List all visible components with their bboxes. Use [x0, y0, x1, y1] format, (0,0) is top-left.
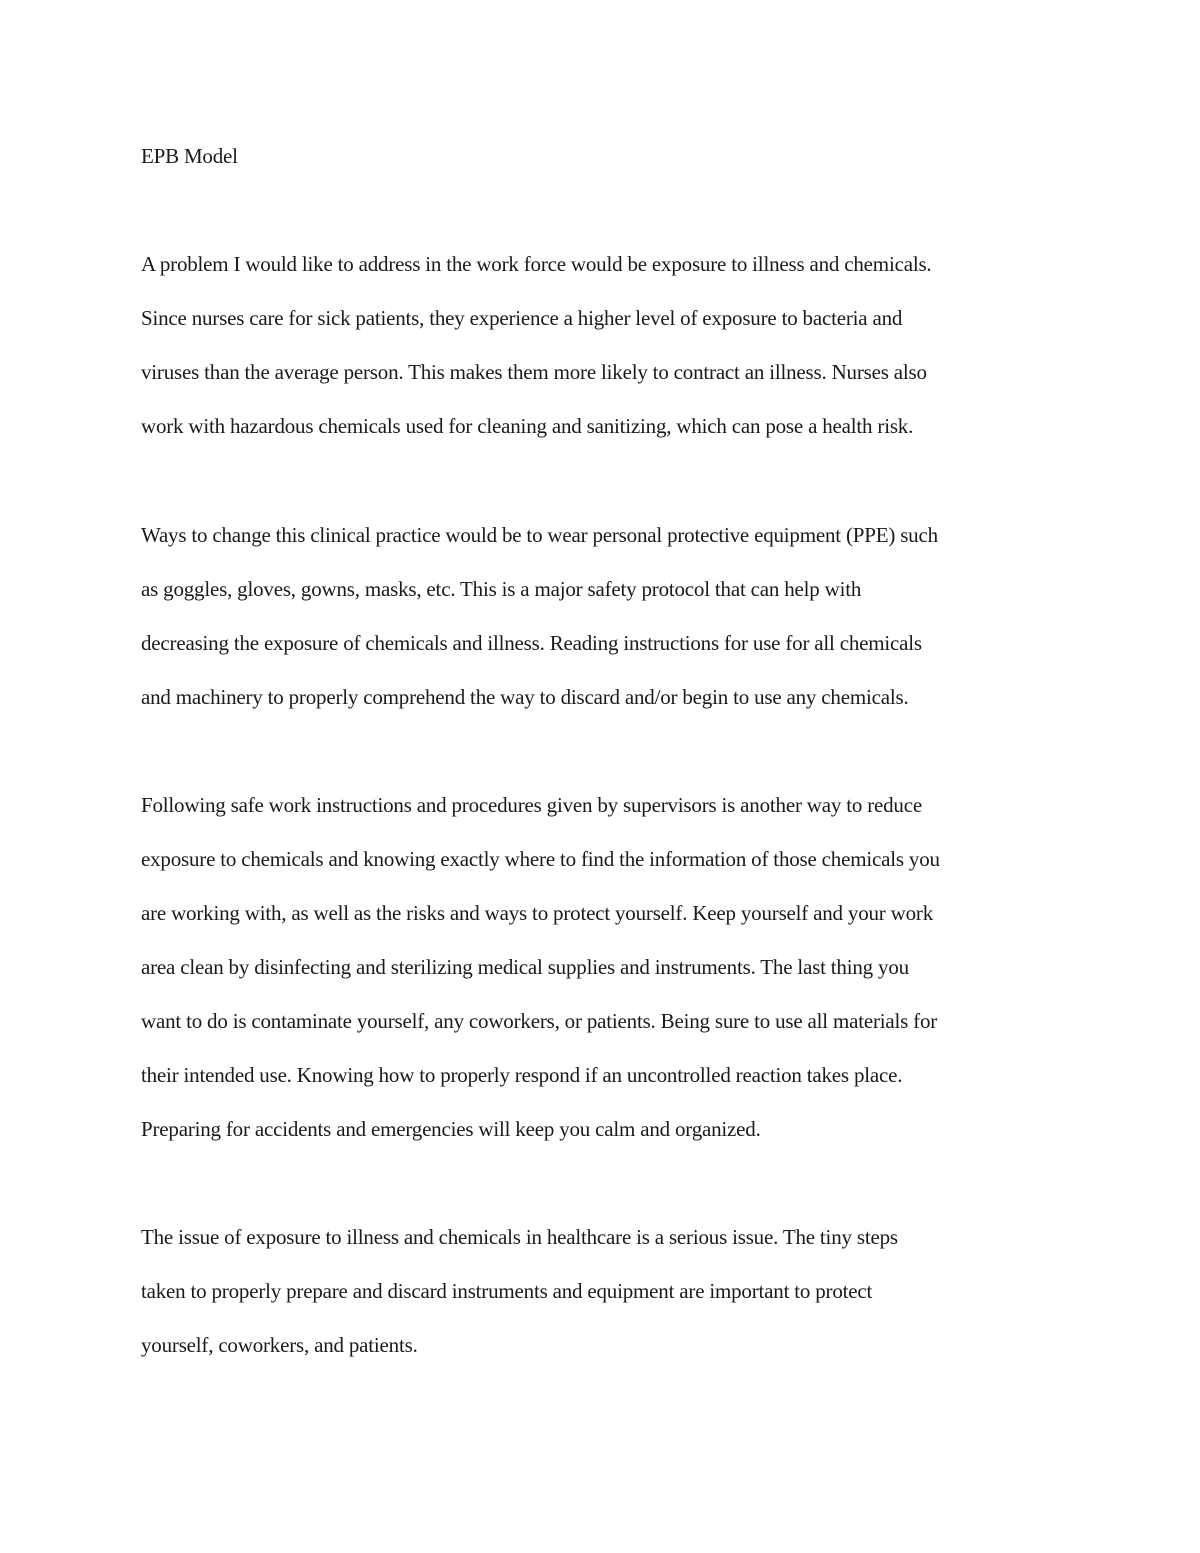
- text-line: taken to properly prepare and discard instruments and equipment are important to protect: [141, 1279, 873, 1303]
- text-line: as goggles, gloves, gowns, masks, etc. This is a major safety protocol that can help with: [141, 577, 862, 601]
- paragraph-change: [141, 521, 938, 737]
- text-line: Preparing for accidents and emergencies will keep you calm and organized.: [141, 1117, 761, 1141]
- text-line: The issue of exposure to illness and chemicals in healthcare is a serious issue. The tiny steps: [141, 1225, 898, 1249]
- text-line: and machinery to properly comprehend the way to discard and/or begin to use any chemicals.: [141, 685, 909, 709]
- text-line: area clean by disinfecting and sterilizing medical supplies and instruments. The last thing you: [141, 955, 909, 979]
- text-line: Ways to change this clinical practice would be to wear personal protective equipment (PPE) such: [141, 523, 938, 547]
- text-line: Since nurses care for sick patients, they experience a higher level of exposure to bacteria and: [141, 306, 903, 330]
- paragraph-procedures: [141, 791, 940, 1169]
- text-line: exposure to chemicals and knowing exactly where to find the information of those chemicals you: [141, 847, 940, 871]
- text-line: work with hazardous chemicals used for cleaning and sanitizing, which can pose a health risk.: [141, 414, 914, 438]
- document-title: EPB Model: [141, 144, 238, 168]
- text-line: their intended use. Knowing how to properly respond if an uncontrolled reaction takes place.: [141, 1063, 903, 1087]
- text-line: decreasing the exposure of chemicals and illness. Reading instructions for use for all chemicals: [141, 631, 922, 655]
- text-line: are working with, as well as the risks and ways to protect yourself. Keep yourself and your work: [141, 901, 934, 925]
- paragraph-conclusion: [141, 1223, 898, 1385]
- text-line: yourself, coworkers, and patients.: [141, 1333, 418, 1357]
- text-line: A problem I would like to address in the work force would be exposure to illness and chemicals.: [141, 252, 932, 276]
- text-line: want to do is contaminate yourself, any coworkers, or patients. Being sure to use all materials for: [141, 1009, 938, 1033]
- paragraph-problem: [141, 250, 931, 466]
- text-line: Following safe work instructions and procedures given by supervisors is another way to reduce: [141, 793, 922, 817]
- text-line: viruses than the average person. This makes them more likely to contract an illness. Nurses also: [141, 360, 927, 384]
